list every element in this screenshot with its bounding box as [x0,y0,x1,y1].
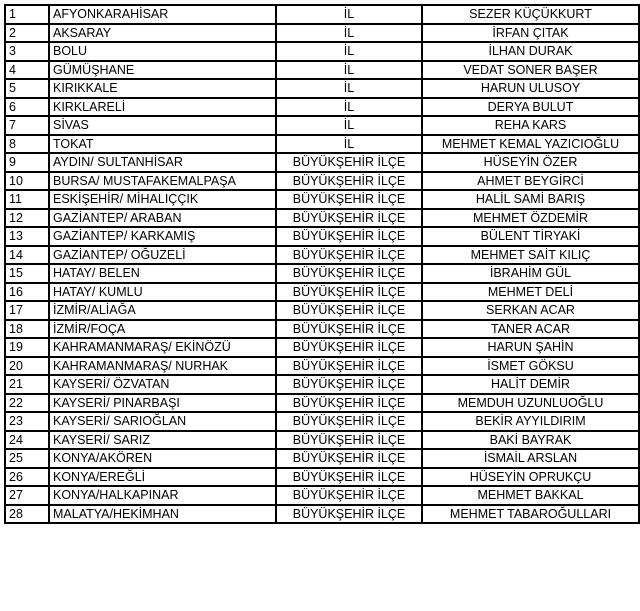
table-row [5,135,639,154]
unit-type-cell: BÜYÜKŞEHİR İLÇE [276,486,422,505]
unit-type-cell: BÜYÜKŞEHİR İLÇE [276,449,422,468]
unit-type-cell: İL [276,61,422,80]
unit-type-cell: İL [276,24,422,43]
row-number-cell: 13 [5,227,49,246]
row-number-cell: 14 [5,246,49,265]
row-number-cell: 1 [5,5,49,24]
unit-type-cell: BÜYÜKŞEHİR İLÇE [276,190,422,209]
location-cell: GAZİANTEP/ KARKAMIŞ [49,227,276,246]
table-row [5,24,639,43]
location-cell: GAZİANTEP/ OĞUZELİ [49,246,276,265]
person-name-cell: MEHMET KEMAL YAZICIOĞLU [422,135,639,154]
location-cell: AKSARAY [49,24,276,43]
table-row [5,412,639,431]
row-number-cell: 7 [5,116,49,135]
unit-type-cell: BÜYÜKŞEHİR İLÇE [276,394,422,413]
row-number-cell: 18 [5,320,49,339]
person-name-cell: MEHMET BAKKAL [422,486,639,505]
unit-type-cell: BÜYÜKŞEHİR İLÇE [276,264,422,283]
unit-type-cell: İL [276,5,422,24]
person-name-cell: BAKİ BAYRAK [422,431,639,450]
person-name-cell: İRFAN ÇITAK [422,24,639,43]
person-name-cell: BÜLENT TİRYAKİ [422,227,639,246]
table-row [5,357,639,376]
unit-type-cell: BÜYÜKŞEHİR İLÇE [276,246,422,265]
location-cell: TOKAT [49,135,276,154]
row-number-cell: 9 [5,153,49,172]
location-cell: KIRKLARELİ [49,98,276,117]
person-name-cell: MEHMET DELİ [422,283,639,302]
table-row [5,486,639,505]
unit-type-cell: BÜYÜKŞEHİR İLÇE [276,505,422,524]
unit-type-cell: BÜYÜKŞEHİR İLÇE [276,468,422,487]
person-name-cell: HALİL SAMİ BARIŞ [422,190,639,209]
person-name-cell: İLHAN DURAK [422,42,639,61]
table-row [5,190,639,209]
row-number-cell: 3 [5,42,49,61]
table-row [5,338,639,357]
table-row [5,375,639,394]
table-row [5,172,639,191]
table-row [5,61,639,80]
person-name-cell: HÜSEYİN ÖZER [422,153,639,172]
row-number-cell: 8 [5,135,49,154]
location-cell: KAHRAMANMARAŞ/ NURHAK [49,357,276,376]
unit-type-cell: BÜYÜKŞEHİR İLÇE [276,338,422,357]
row-number-cell: 15 [5,264,49,283]
person-name-cell: MEHMET TABAROĞULLARI [422,505,639,524]
unit-type-cell: BÜYÜKŞEHİR İLÇE [276,320,422,339]
person-name-cell: İSMET GÖKSU [422,357,639,376]
unit-type-cell: BÜYÜKŞEHİR İLÇE [276,153,422,172]
row-number-cell: 16 [5,283,49,302]
unit-type-cell: BÜYÜKŞEHİR İLÇE [276,357,422,376]
person-name-cell: VEDAT SONER BAŞER [422,61,639,80]
table-row [5,116,639,135]
table-row [5,320,639,339]
table-row [5,505,639,524]
location-cell: KAYSERİ/ SARIZ [49,431,276,450]
row-number-cell: 26 [5,468,49,487]
table-row [5,301,639,320]
person-name-cell: İSMAİL ARSLAN [422,449,639,468]
row-number-cell: 10 [5,172,49,191]
person-name-cell: REHA KARS [422,116,639,135]
person-name-cell: HARUN ULUSOY [422,79,639,98]
unit-type-cell: BÜYÜKŞEHİR İLÇE [276,283,422,302]
person-name-cell: SEZER KÜÇÜKKURT [422,5,639,24]
row-number-cell: 24 [5,431,49,450]
table-row [5,42,639,61]
row-number-cell: 12 [5,209,49,228]
person-name-cell: İBRAHİM GÜL [422,264,639,283]
table-row [5,98,639,117]
table-row [5,449,639,468]
unit-type-cell: BÜYÜKŞEHİR İLÇE [276,172,422,191]
table-row [5,264,639,283]
row-number-cell: 20 [5,357,49,376]
location-cell: KONYA/HALKAPINAR [49,486,276,505]
unit-type-cell: BÜYÜKŞEHİR İLÇE [276,227,422,246]
person-name-cell: MEHMET ÖZDEMİR [422,209,639,228]
table-body [5,5,639,523]
person-name-cell: BEKİR AYYILDIRIM [422,412,639,431]
row-number-cell: 6 [5,98,49,117]
row-number-cell: 4 [5,61,49,80]
location-cell: ESKİŞEHİR/ MİHALIÇÇIK [49,190,276,209]
table-row [5,394,639,413]
location-cell: KAYSERİ/ SARIOĞLAN [49,412,276,431]
row-number-cell: 2 [5,24,49,43]
location-cell: MALATYA/HEKİMHAN [49,505,276,524]
row-number-cell: 23 [5,412,49,431]
table-row [5,246,639,265]
location-cell: KAYSERİ/ ÖZVATAN [49,375,276,394]
location-cell: HATAY/ BELEN [49,264,276,283]
location-cell: KONYA/AKÖREN [49,449,276,468]
person-name-cell: HALİT DEMİR [422,375,639,394]
location-cell: AFYONKARAHİSAR [49,5,276,24]
person-name-cell: SERKAN ACAR [422,301,639,320]
location-cell: İZMİR/ALİAĞA [49,301,276,320]
unit-type-cell: İL [276,135,422,154]
person-name-cell: MEMDUH UZUNLUOĞLU [422,394,639,413]
location-cell: BOLU [49,42,276,61]
person-name-cell: HÜSEYİN OPRUKÇU [422,468,639,487]
location-cell: HATAY/ KUMLU [49,283,276,302]
location-cell: KAHRAMANMARAŞ/ EKİNÖZÜ [49,338,276,357]
unit-type-cell: BÜYÜKŞEHİR İLÇE [276,375,422,394]
row-number-cell: 22 [5,394,49,413]
unit-type-cell: İL [276,42,422,61]
unit-type-cell: BÜYÜKŞEHİR İLÇE [276,301,422,320]
location-cell: GAZİANTEP/ ARABAN [49,209,276,228]
location-cell: BURSA/ MUSTAFAKEMALPAŞA [49,172,276,191]
location-cell: KONYA/EREĞLİ [49,468,276,487]
appointments-table [4,4,640,524]
table-row [5,431,639,450]
person-name-cell: AHMET BEYGİRCİ [422,172,639,191]
person-name-cell: TANER ACAR [422,320,639,339]
location-cell: KAYSERİ/ PINARBAŞI [49,394,276,413]
location-cell: SİVAS [49,116,276,135]
row-number-cell: 25 [5,449,49,468]
location-cell: İZMİR/FOÇA [49,320,276,339]
row-number-cell: 17 [5,301,49,320]
row-number-cell: 11 [5,190,49,209]
row-number-cell: 28 [5,505,49,524]
person-name-cell: HARUN ŞAHİN [422,338,639,357]
row-number-cell: 21 [5,375,49,394]
table-row [5,79,639,98]
row-number-cell: 19 [5,338,49,357]
unit-type-cell: BÜYÜKŞEHİR İLÇE [276,209,422,228]
table-row [5,283,639,302]
table-row [5,153,639,172]
unit-type-cell: İL [276,116,422,135]
unit-type-cell: İL [276,98,422,117]
unit-type-cell: İL [276,79,422,98]
table-row [5,209,639,228]
person-name-cell: MEHMET SAİT KILIÇ [422,246,639,265]
row-number-cell: 27 [5,486,49,505]
person-name-cell: DERYA BULUT [422,98,639,117]
location-cell: GÜMÜŞHANE [49,61,276,80]
table-row [5,227,639,246]
location-cell: AYDIN/ SULTANHİSAR [49,153,276,172]
unit-type-cell: BÜYÜKŞEHİR İLÇE [276,412,422,431]
location-cell: KIRIKKALE [49,79,276,98]
row-number-cell: 5 [5,79,49,98]
unit-type-cell: BÜYÜKŞEHİR İLÇE [276,431,422,450]
table-row [5,468,639,487]
table-row [5,5,639,24]
